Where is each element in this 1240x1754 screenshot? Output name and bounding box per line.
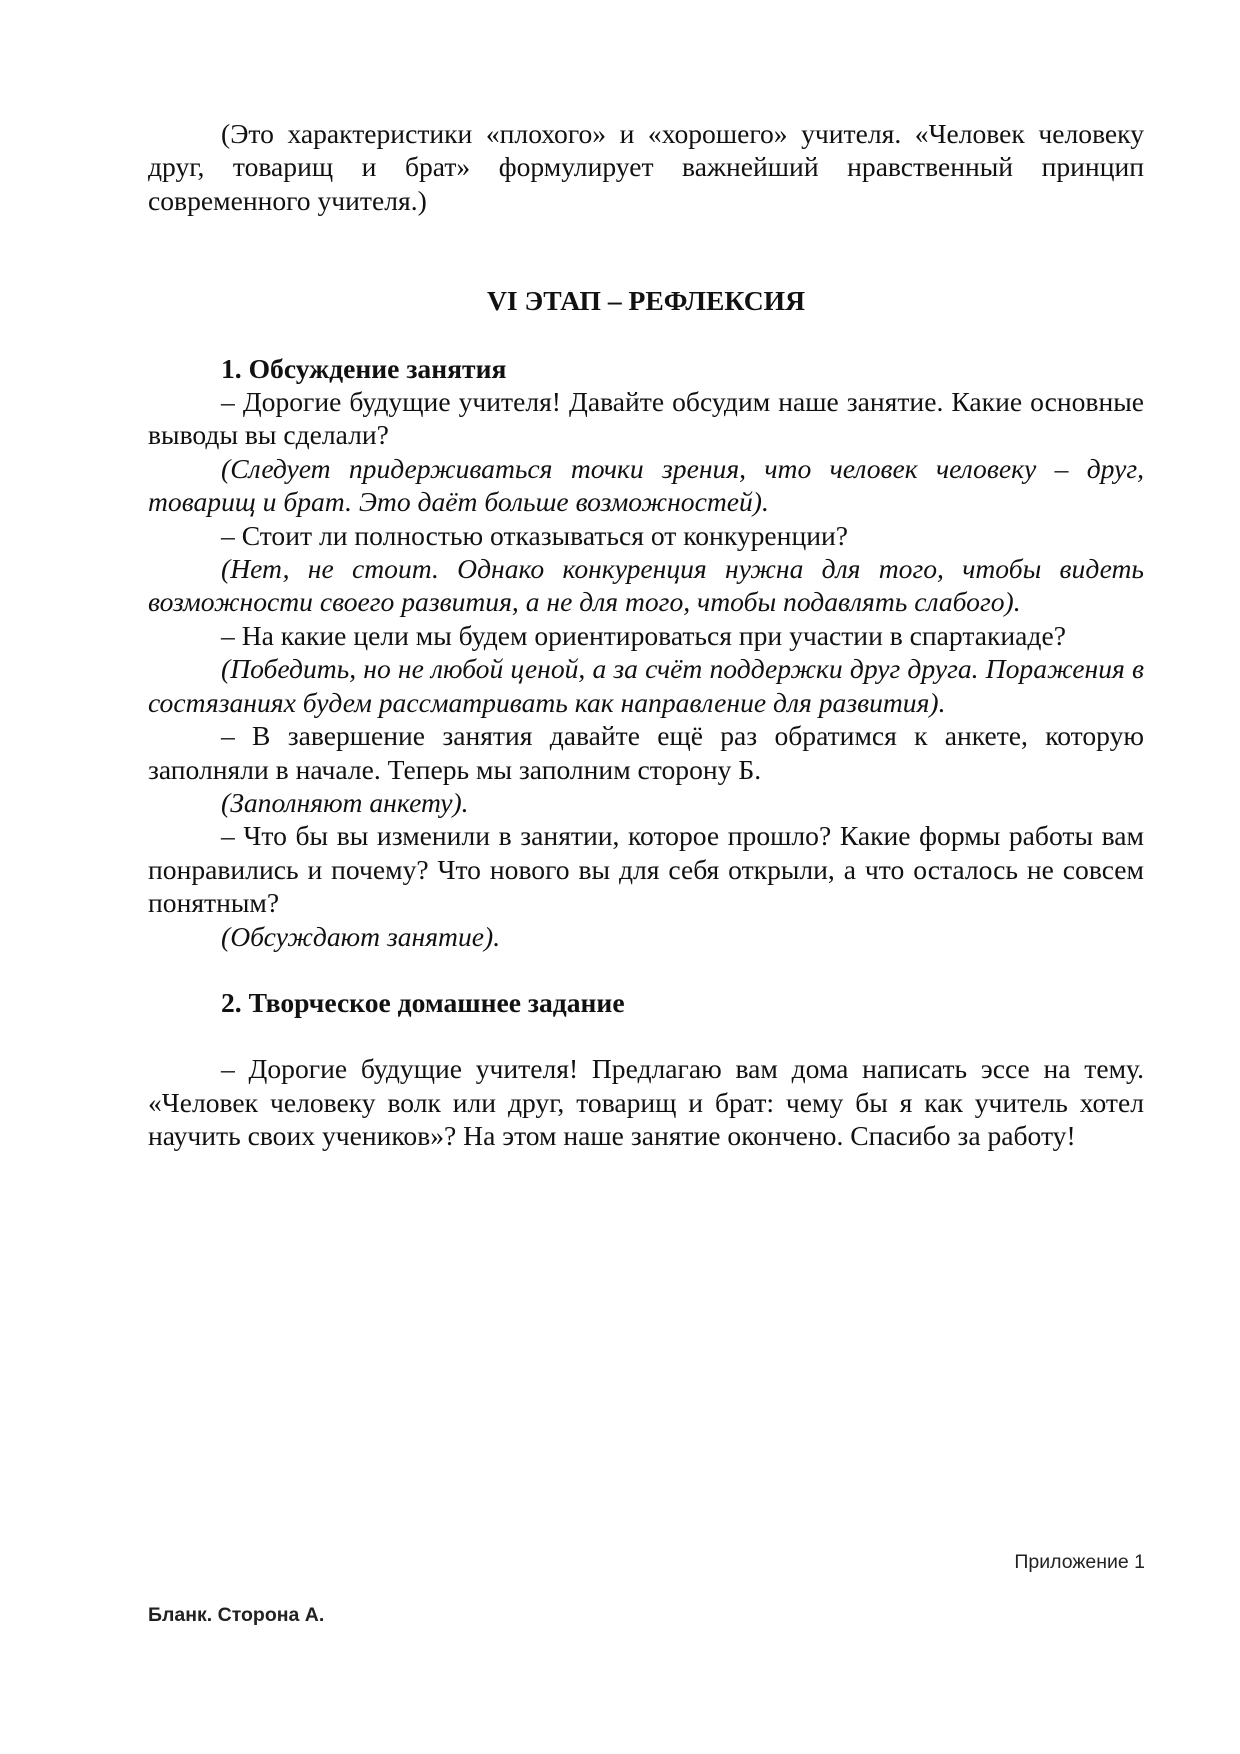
- section-2-title: 2. Творческое домашнее задание: [221, 986, 625, 1018]
- answer-paragraph: (Нет, не стоит. Однако конкуренция нужна для того, чтобы видеть возможности своего развития, а не для того, чтобы подавлять слабого).: [148, 553, 1144, 618]
- intro-paragraph: (Это характеристики «плохого» и «хорошего» учителя. «Человек человеку друг, товарищ и брат» формулирует важнейший нравственный принцип современного учителя.): [148, 118, 1144, 216]
- question-paragraph: – Что бы вы изменили в занятии, которое прошло? Какие формы работы вам понравились и почему? Что нового вы для себя открыли, а что осталось не совсем понятным?: [148, 820, 1144, 919]
- spacer: [148, 953, 1144, 986]
- section-1-title: 1. Обсуждение занятия: [221, 352, 507, 384]
- homework-paragraph: – Дорогие будущие учителя! Предлагаю вам дома написать эссе на тему. «Человек человеку волк или друг, товарищ и брат: чему бы я как учитель хотел научить своих учеников»? На этом наше занятие окончено. Спасибо за работу!: [148, 1053, 1144, 1152]
- answer-paragraph: (Следует придерживаться точки зрения, что человек человеку – друг, товарищ и брат. Это даёт больше возможностей).: [148, 452, 1144, 518]
- blank-side-label: Бланк. Сторона А.: [148, 1604, 325, 1626]
- answer-paragraph: (Обсуждают занятие).: [221, 920, 501, 952]
- spacer: [148, 1019, 1144, 1052]
- question-paragraph: – В завершение занятия давайте ещё раз обратимся к анкете, которую заполняли в начале. Теперь мы заполним сторону Б.: [148, 720, 1144, 785]
- stage-title: VI ЭТАП – РЕФЛЕКСИЯ: [486, 285, 806, 317]
- document-body: [148, 117, 1144, 1153]
- appendix-label: Приложение 1: [1014, 1551, 1145, 1573]
- spacer: [148, 318, 1144, 352]
- question-paragraph: – Дорогие будущие учителя! Давайте обсудим наше занятие. Какие основные выводы вы сделали?: [148, 386, 1144, 451]
- answer-paragraph: (Заполняют анкету).: [221, 786, 469, 818]
- question-paragraph: – Стоит ли полностью отказываться от конкуренции?: [221, 519, 848, 551]
- answer-paragraph: (Победить, но не любой ценой, а за счёт поддержки друг друга. Поражения в состязаниях будем рассматривать как направление для развития).: [148, 653, 1144, 718]
- question-paragraph: – На какие цели мы будем ориентироваться при участии в спартакиаде?: [221, 619, 1066, 651]
